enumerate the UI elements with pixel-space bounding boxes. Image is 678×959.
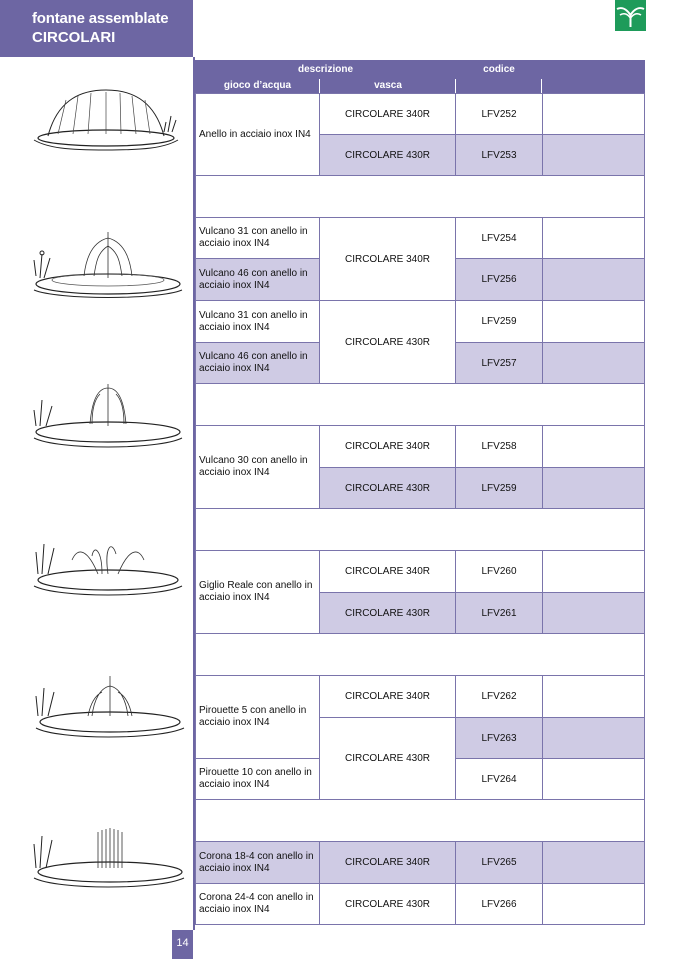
page-title: fontane assemblate: [32, 10, 169, 27]
table-cell-empty: [542, 342, 645, 384]
table-spacer-row: [195, 175, 645, 218]
table-cell-codice: LFV266: [455, 883, 543, 925]
table-cell-gioco: Corona 24-4 con anello in acciaio inox IN4: [195, 883, 320, 925]
header-vasca: vasca: [374, 80, 402, 91]
table-cell-codice: LFV253: [455, 134, 543, 176]
table-spacer-row: [195, 383, 645, 426]
table-cell-gioco: Pirouette 10 con anello in acciaio inox IN4: [195, 758, 320, 800]
table-cell-vasca: CIRCOLARE 430R: [319, 592, 456, 634]
table-cell-gioco: Anello in acciaio inox IN4: [195, 93, 320, 176]
header-gioco: gioco d’acqua: [223, 80, 292, 91]
table-cell-empty: [542, 883, 645, 925]
table-cell-empty: [542, 717, 645, 759]
table-header-sub: [195, 79, 645, 93]
table-cell-gioco: Pirouette 5 con anello in acciaio inox IN4: [195, 675, 320, 759]
table-cell-gioco: Vulcano 46 con anello in acciaio inox IN4: [195, 342, 320, 384]
table-cell-codice: LFV263: [455, 717, 543, 759]
header-codice: codice: [483, 64, 515, 75]
table-cell-codice: LFV256: [455, 258, 543, 301]
table-cell-vasca: CIRCOLARE 430R: [319, 717, 456, 800]
fountain-vulcano30-illustration: [28, 380, 188, 460]
table-cell-gioco: Giglio Reale con anello in acciaio inox IN4: [195, 550, 320, 634]
table-cell-gioco: Vulcano 31 con anello in acciaio inox IN4: [195, 217, 320, 259]
table-cell-empty: [542, 592, 645, 634]
title-box: [0, 0, 193, 57]
table-cell-codice: LFV252: [455, 93, 543, 135]
table-cell-gioco: Vulcano 31 con anello in acciaio inox IN4: [195, 300, 320, 343]
fountain-giglio-illustration: [28, 530, 188, 610]
table-cell-empty: [542, 550, 645, 593]
table-cell-gioco: Corona 18-4 con anello in acciaio inox IN4: [195, 841, 320, 884]
table-cell-vasca: CIRCOLARE 430R: [319, 134, 456, 176]
table-cell-codice: LFV262: [455, 675, 543, 718]
table-cell-empty: [542, 425, 645, 468]
page-number: 14: [172, 930, 193, 959]
table-cell-empty: [542, 93, 645, 135]
table-header-main: [195, 60, 645, 79]
fountain-corona-illustration: [28, 824, 188, 904]
table-cell-empty: [542, 258, 645, 301]
table-cell-vasca: CIRCOLARE 340R: [319, 675, 456, 718]
header-descrizione: descrizione: [297, 64, 354, 75]
table-cell-vasca: CIRCOLARE 340R: [319, 550, 456, 593]
table-cell-vasca: CIRCOLARE 340R: [319, 425, 456, 468]
page-subtitle: CIRCOLARI: [32, 29, 116, 46]
table-cell-empty: [542, 675, 645, 718]
table-cell-gioco: Vulcano 46 con anello in acciaio inox IN4: [195, 258, 320, 301]
table-cell-codice: LFV254: [455, 217, 543, 259]
table-cell-vasca: CIRCOLARE 340R: [319, 841, 456, 884]
table-cell-empty: [542, 841, 645, 884]
table-cell-codice: LFV257: [455, 342, 543, 384]
table-cell-codice: LFV264: [455, 758, 543, 800]
table-cell-empty: [542, 300, 645, 343]
table-cell-codice: LFV260: [455, 550, 543, 593]
table-cell-codice: LFV261: [455, 592, 543, 634]
table-cell-empty: [542, 134, 645, 176]
table-cell-vasca: CIRCOLARE 340R: [319, 217, 456, 301]
fountain-vulcano-illustration: [28, 228, 188, 308]
table-spacer-row: [195, 508, 645, 551]
table-cell-codice: LFV259: [455, 300, 543, 343]
brand-logo-icon: [615, 0, 646, 31]
table-cell-vasca: CIRCOLARE 430R: [319, 883, 456, 925]
table-cell-vasca: CIRCOLARE 430R: [319, 467, 456, 509]
table-spacer-row: [195, 799, 645, 842]
table-cell-empty: [542, 758, 645, 800]
table-cell-codice: LFV258: [455, 425, 543, 468]
table-cell-gioco: Vulcano 30 con anello in acciaio inox IN4: [195, 425, 320, 509]
fountain-ring-illustration: [28, 88, 188, 168]
table-cell-empty: [542, 467, 645, 509]
table-cell-vasca: CIRCOLARE 340R: [319, 93, 456, 135]
table-cell-codice: LFV259: [455, 467, 543, 509]
table-cell-empty: [542, 217, 645, 259]
table-cell-codice: LFV265: [455, 841, 543, 884]
fountain-pirouette-illustration: [28, 672, 188, 752]
table-cell-vasca: CIRCOLARE 430R: [319, 300, 456, 384]
table-spacer-row: [195, 633, 645, 676]
